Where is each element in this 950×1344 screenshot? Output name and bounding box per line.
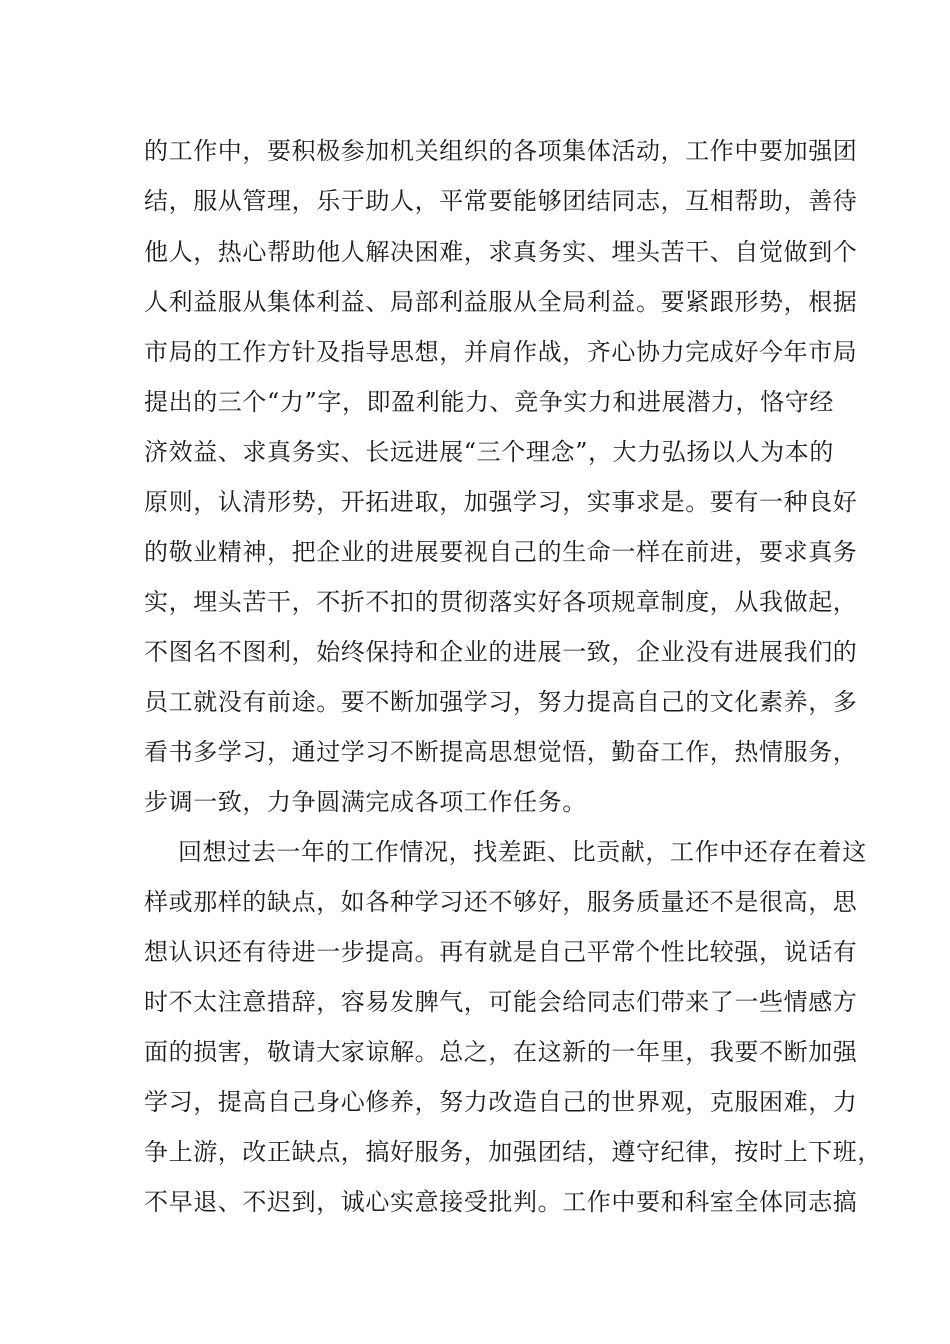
- text-line: 学习，提高自己身心修养，努力改造自己的世界观，克服困难，力: [144, 1088, 858, 1116]
- text-line: 争上游，改正缺点，搞好服务，加强团结，遵守纪律，按时上下班，: [144, 1138, 882, 1166]
- text-line: 面的损害，敬请大家谅解。总之，在这新的一年里，我要不断加强: [144, 1038, 858, 1066]
- text-line: 他人，热心帮助他人解决困难，求真务实、埋头苦干、自觉做到个: [144, 238, 858, 266]
- text-line: 的工作中，要积极参加机关组织的各项集体活动，工作中要加强团: [144, 137, 858, 165]
- text-line: 时不太注意措辞，容易发脾气，可能会给同志们带来了一些情感方: [144, 988, 858, 1016]
- text-line: 样或那样的缺点，如各种学习还不够好，服务质量还不是很高，思: [144, 888, 858, 916]
- text-line: 的敬业精神，把企业的进展要视自己的生命一样在前进，要求真务: [144, 538, 858, 566]
- text-line: 步调一致，力争圆满完成各项工作任务。: [144, 788, 587, 816]
- paragraph-first-line: 回想过去一年的工作情况，找差距、比贡献，工作中还存在着这: [178, 838, 867, 866]
- text-line: 不早退、不迟到，诚心实意接受批判。工作中要和科室全体同志搞: [144, 1188, 858, 1216]
- text-line: 原则，认清形势，开拓进取，加强学习，实事求是。要有一种良好: [144, 488, 858, 516]
- text-line: 济效益、求真务实、长远进展“三个理念”，大力弘扬以人为本的: [144, 438, 834, 466]
- text-line: 实，埋头苦干，不折不扣的贯彻落实好各项规章制度，从我做起，: [144, 588, 858, 616]
- text-line: 提出的三个“力”字，即盈利能力、竞争实力和进展潜力，恪守经: [144, 388, 834, 416]
- text-line: 想认识还有待进一步提高。再有就是自己平常个性比较强，说话有: [144, 938, 858, 966]
- text-line: 看书多学习，通过学习不断提高思想觉悟，勤奋工作，热情服务，: [144, 738, 858, 766]
- text-line: 人利益服从集体利益、局部利益服从全局利益。要紧跟形势，根据: [144, 288, 858, 316]
- text-line: 员工就没有前途。要不断加强学习，努力提高自己的文化素养，多: [144, 688, 858, 716]
- text-line: 不图名不图利，始终保持和企业的进展一致，企业没有进展我们的: [144, 638, 858, 666]
- text-line: 结，服从管理，乐于助人，平常要能够团结同志，互相帮助，善待: [144, 187, 858, 215]
- text-line: 市局的工作方针及指导思想，并肩作战，齐心协力完成好今年市局: [144, 338, 858, 366]
